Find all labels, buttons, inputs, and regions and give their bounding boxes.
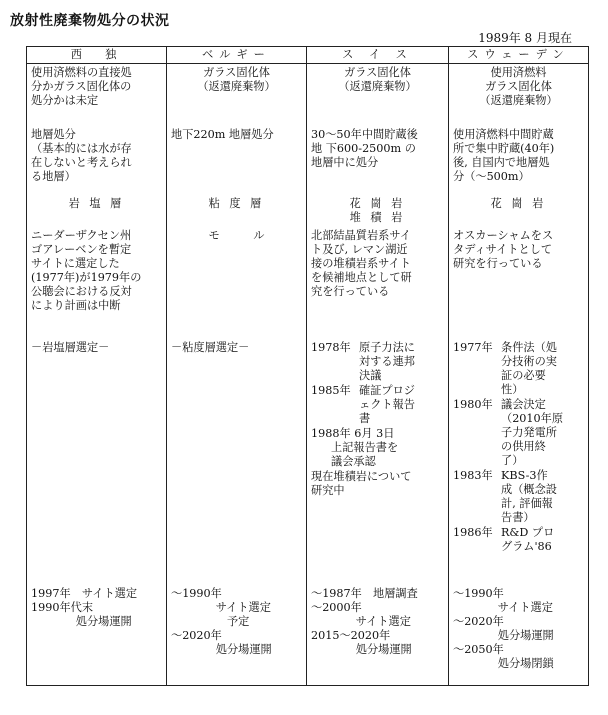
- timeline-event: 原子力法に 対する連邦 決議: [359, 341, 415, 382]
- table-row: [27, 64, 589, 127]
- disposal-method-belgium: 地下220m 地層処分: [167, 126, 307, 195]
- timeline-item: [453, 469, 584, 525]
- site-status-west-germany: ニーダーザクセン州 ゴアレーベンを暫定 サイトに選定した (1977年)が1979年の 公聴会における反対 により計画は中断: [27, 227, 167, 339]
- timeline-item: [453, 398, 584, 468]
- header-sweden: スウェーデン: [449, 47, 589, 64]
- header-belgium: ベルギー: [167, 47, 307, 64]
- timeline-year: 1978年: [311, 341, 351, 354]
- schedule-switzerland: ～1987年 地層調査 ～2000年 サイト選定 2015～2020年 処分場運開: [307, 585, 449, 686]
- as-of-date: 1989年 8 月現在: [478, 31, 572, 45]
- waste-form-switzerland: ガラス固化体 （返還廃棄物）: [307, 64, 449, 127]
- waste-form-sweden: 使用済燃料 ガラス固化体 （返還廃棄物）: [449, 64, 589, 127]
- timeline-event: KBS-3作 成（概念設 計, 評価報 告書）: [501, 469, 557, 524]
- schedule-belgium: ～1990年 サイト選定 予定 ～2020年 処分場運開: [167, 585, 307, 686]
- disposal-method-switzerland: 30～50年中間貯蔵後 地 下600-2500m の 地層中に処分: [307, 126, 449, 195]
- rock-type-sweden: 花 崗 岩: [449, 195, 589, 227]
- rock-type-belgium: 粘 度 層: [167, 195, 307, 227]
- selection-sweden: [449, 339, 589, 585]
- table-row: [27, 195, 589, 227]
- timeline-year: 1977年: [453, 341, 493, 354]
- table-row: [27, 585, 589, 686]
- header-west-germany: 西 独: [27, 47, 167, 64]
- timeline-item: [311, 470, 444, 498]
- timeline-event: 議会決定 （2010年原 子力発電所 の供用終 了）: [501, 398, 564, 467]
- site-status-belgium: モ ル: [167, 227, 307, 339]
- selection-west-germany: －岩塩層選定－: [27, 339, 167, 585]
- timeline-item: [311, 427, 444, 469]
- timeline-event: R&D プロ グラム'86: [501, 526, 555, 553]
- timeline-item: [311, 341, 444, 383]
- timeline-event: 現在堆積岩について 研究中: [311, 470, 412, 497]
- timeline-event: 条件法（処 分技術の実 証の必要 性）: [501, 341, 557, 396]
- timeline-item: [453, 526, 584, 554]
- timeline-year: 1980年: [453, 398, 493, 411]
- timeline-event: 確証プロジ ェクト報告 書: [359, 384, 415, 425]
- site-status-switzerland: 北部結晶質岩系サイ ト及び, レマン湖近 接の堆積岩系サイト を候補地点として研 究を行っている: [307, 227, 449, 339]
- selection-switzerland: [307, 339, 449, 585]
- timeline-item: [453, 341, 584, 397]
- rock-type-west-germany: 岩 塩 層: [27, 195, 167, 227]
- header-switzerland: ス イ ス: [307, 47, 449, 64]
- site-status-sweden: オスカーシャムをス タディサイトとして 研究を行っている: [449, 227, 589, 339]
- timeline-year: 1986年: [453, 526, 493, 539]
- header-row: [27, 47, 589, 64]
- table-row: [27, 227, 589, 339]
- document-title: 放射性廃棄物処分の状況: [10, 13, 170, 29]
- waste-form-belgium: ガラス固化体 （返還廃棄物）: [167, 64, 307, 127]
- timeline-year: 1988年 6月 3日: [311, 427, 395, 440]
- rock-type-switzerland: 花 崗 岩 堆 積 岩: [307, 195, 449, 227]
- timeline-item: [311, 384, 444, 426]
- timeline-year: 1983年: [453, 469, 493, 482]
- disposal-method-sweden: 使用済燃料中間貯蔵 所で集中貯蔵(40年) 後, 自国内で地層処 分（～500m）: [449, 126, 589, 195]
- schedule-west-germany: 1997年 サイト選定 1990年代末 処分場運開: [27, 585, 167, 686]
- disposal-method-west-germany: 地層処分 （基本的には水が存 在しないと考えられ る地層）: [27, 126, 167, 195]
- selection-belgium: －粘度層選定－: [167, 339, 307, 585]
- timeline-event: 上記報告書を 議会承認: [331, 441, 399, 468]
- status-table: [26, 46, 589, 686]
- timeline-year: 1985年: [311, 384, 351, 397]
- waste-form-west-germany: 使用済燃料の直接処 分かガラス固化体の 処分かは未定: [27, 64, 167, 127]
- table-row: [27, 339, 589, 585]
- schedule-sweden: ～1990年 サイト選定 ～2020年 処分場運開 ～2050年 処分場閉鎖: [449, 585, 589, 686]
- table-row: [27, 126, 589, 195]
